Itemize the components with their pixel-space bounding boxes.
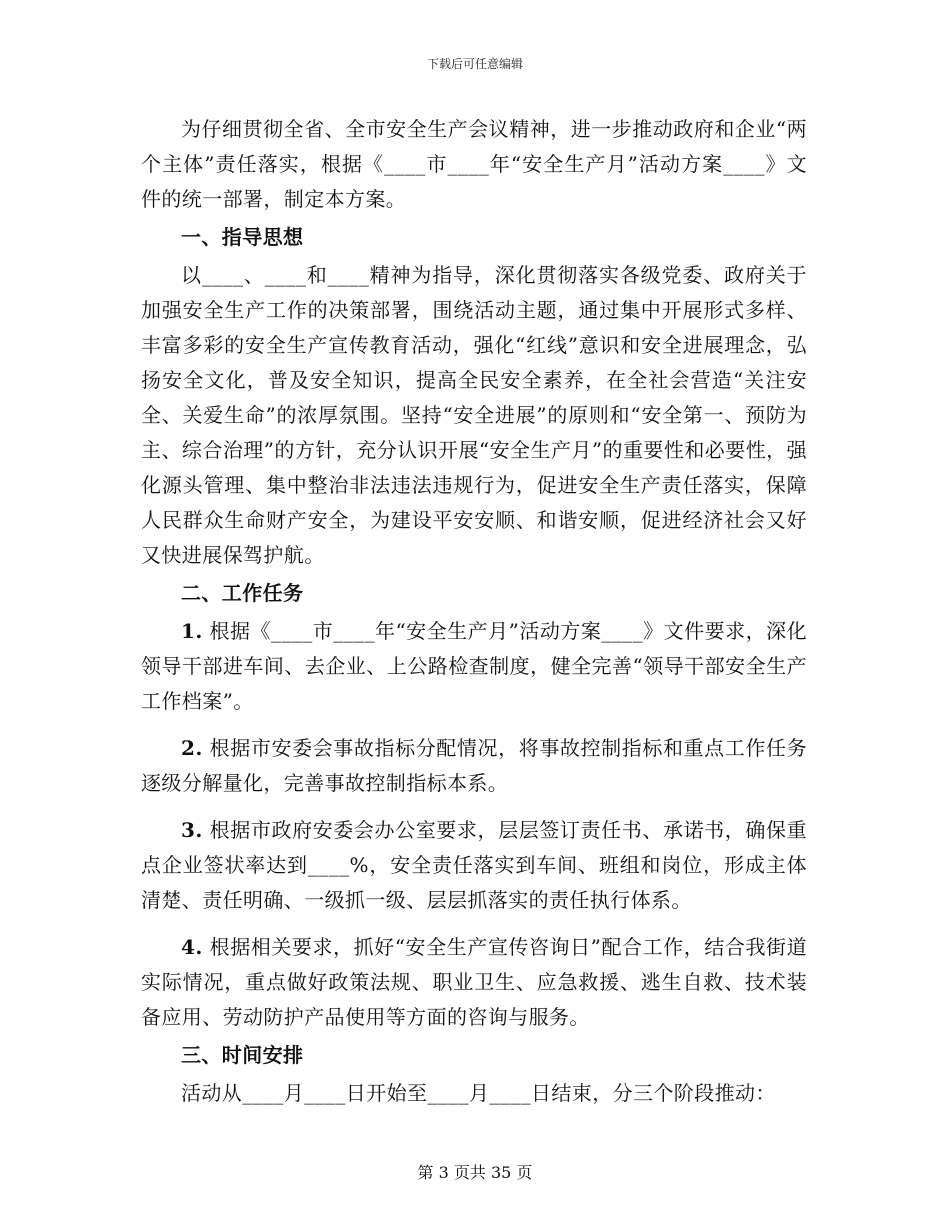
task-number: 4. bbox=[181, 935, 203, 959]
task-text: 根据市政府安委会办公室要求，层层签订责任书、承诺书，确保重点企业签状率达到____%，安全责任落实到车间、班组和岗位，形成主体清楚、责任明确、一级抓一级、层层抓落实的责任执行体系。 bbox=[141, 818, 807, 912]
task-item-2 bbox=[141, 731, 807, 801]
intro-paragraph: 为仔细贯彻全省、全市安全生产会议精神，进一步推动政府和企业“两个主体”责任落实，根据《____市____年“安全生产月”活动方案____》文件的统一部署，制定本方案。 bbox=[141, 117, 807, 211]
task-item-4 bbox=[141, 930, 807, 1035]
page-footer: 第 3 页共 35 页 bbox=[417, 1163, 533, 1182]
task-number: 2. bbox=[181, 736, 203, 760]
task-item-1 bbox=[141, 614, 807, 719]
schedule-paragraph: 活动从____月____日开始至____月____日结束，分三个阶段推动： bbox=[181, 1081, 776, 1105]
section-heading-guiding-ideology: 一、指导思想 bbox=[181, 225, 304, 249]
task-text: 根据市安委会事故指标分配情况，将事故控制指标和重点工作任务逐级分解量化，完善事故控制指标本系。 bbox=[141, 736, 807, 795]
task-text: 根据相关要求，抓好“安全生产宣传咨询日”配合工作，结合我街道实际情况，重点做好政策法规、职业卫生、应急救援、逃生自救、技术装备应用、劳动防护产品使用等方面的咨询与服务。 bbox=[141, 935, 807, 1029]
section-heading-schedule: 三、时间安排 bbox=[181, 1043, 304, 1067]
task-text: 根据《____市____年“安全生产月”活动方案____》文件要求，深化领导干部进车间、去企业、上公路检查制度，健全完善“领导干部安全生产工作档案”。 bbox=[141, 619, 807, 713]
task-number: 1. bbox=[181, 619, 203, 643]
section-heading-work-tasks: 二、工作任务 bbox=[181, 581, 304, 605]
guiding-ideology-paragraph: 以____、____和____精神为指导，深化贯彻落实各级党委、政府关于加强安全生产工作的决策部署，围绕活动主题，通过集中开展形式多样、丰富多彩的安全生产宣传教育活动，强化“红线”意识和安全进展理念，弘扬安全文化，普及安全知识，提高全民安全素养，在全社会营造“关注安全、关爱生命”的浓厚氛围。坚持“安全进展”的原则和“安全第一、预防为主、综合治理”的方针，充分认识开展“安全生产月”的重要性和必要性，强化源头管理、集中整治非法违法违规行为，促进安全生产责任落实，保障人民群众生命财产安全，为建设平安安顺、和谐安顺，促进经济社会又好又快进展保驾护航。 bbox=[141, 263, 807, 567]
document-body bbox=[141, 112, 807, 1111]
task-item-3 bbox=[141, 813, 807, 918]
task-number: 3. bbox=[181, 818, 203, 842]
page-header: 下载后可任意编辑 bbox=[426, 57, 523, 71]
